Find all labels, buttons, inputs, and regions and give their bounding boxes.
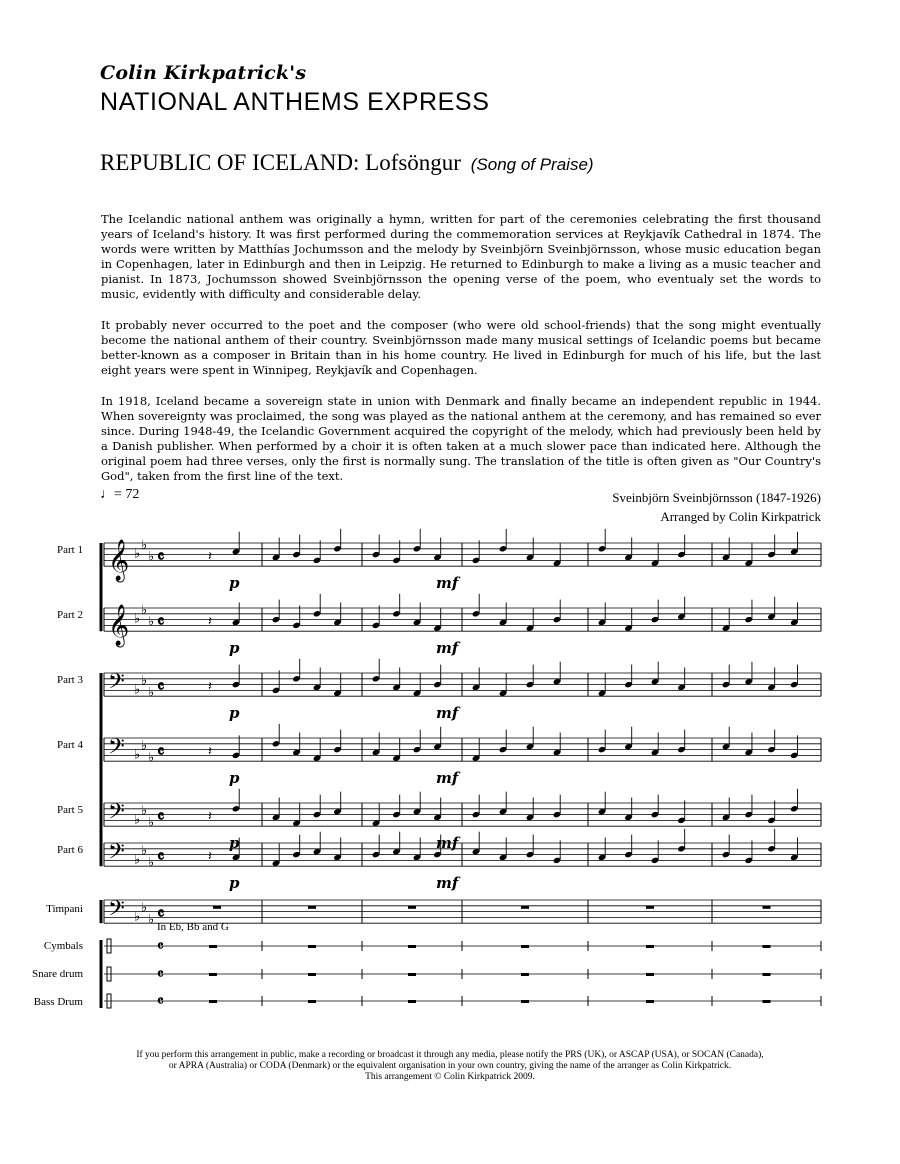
dynamic-piano: p — [229, 704, 240, 723]
quarter-rest: 𝄽 — [208, 809, 212, 825]
brand-name: Colin Kirkpatrick's — [100, 62, 307, 84]
quarter-rest: 𝄽 — [208, 744, 212, 760]
flat-sign: ♭ — [148, 549, 155, 565]
bass-clef: 𝄢 — [108, 669, 125, 700]
part-label: Part 1 — [57, 544, 83, 556]
page-title — [100, 150, 594, 176]
dynamic-mezzo-forte: mf — [436, 834, 459, 853]
bass-clef: 𝄢 — [108, 839, 125, 870]
quarter-rest: 𝄽 — [208, 679, 212, 695]
footer-line: If you perform this arrangement in public, make a recording or broadcast it through any media, please notify the PRS (UK), or ASCAP (USA), or SOCAN (Canada), — [136, 1050, 764, 1060]
flat-sign: ♭ — [148, 750, 155, 766]
whole-rest — [521, 1000, 529, 1003]
dynamic-piano: p — [229, 769, 240, 788]
flat-sign: ♭ — [148, 912, 155, 928]
flat-sign: ♭ — [134, 611, 141, 627]
intro-paragraph: The Icelandic national anthem was originally a hymn, written for part of the ceremonies celebrating the first thousand years of Iceland's history. It was first performed during the commemoration services at Reykjavík Cathedral in 1874. The words were written by Matthías Jochumsson and the melody by Sveinbjörn Sveinbjörnsson, whose music education began in Copenhagen, later in Edinburgh and then in Leipzig. He returned to Edinburgh to make a living as a music teacher and pianist. In 1873, Jochumsson showed Sveinbjörnsson the opening verse of the poem, who eventualy set the words to music, evidently with difficulty and considerable delay. — [101, 212, 821, 301]
dynamic-mezzo-forte: mf — [436, 704, 459, 723]
bass-clef: 𝄢 — [108, 799, 125, 830]
treble-clef: 𝄞 — [108, 605, 130, 647]
whole-rest — [763, 973, 771, 976]
composer-credit: Sveinbjörn Sveinbjörnsson (1847-1926) — [612, 490, 821, 505]
flat-sign: ♭ — [141, 673, 148, 689]
dynamic-mezzo-forte: mf — [436, 874, 459, 893]
whole-rest — [521, 973, 529, 976]
flat-sign: ♭ — [141, 602, 148, 618]
flat-sign: ♭ — [134, 909, 141, 925]
intro-paragraph: In 1918, Iceland became a sovereign state in union with Denmark and finally became an independent republic in 1944. When sovereignty was proclaimed, the song was played as the national anthem at the ceremony, and has remained so ever since. During 1948-49, the Icelandic Government acquired the copyright of the melody, which had previously been held by a Danish publisher. When performed by a choir it is often taken at a much slower pace than indicated here. Although the original poem had three verses, only the first is normally sung. The translation of the title is often given as "Our Country's God", taken from the first line of the text. — [101, 394, 821, 483]
arranger-credit: Arranged by Colin Kirkpatrick — [660, 509, 821, 524]
tempo-marking: ♩= 72 — [100, 487, 140, 502]
dynamic-piano: p — [229, 639, 240, 658]
whole-rest — [646, 906, 654, 909]
part-label: Bass Drum — [33, 996, 83, 1008]
whole-rest — [209, 945, 217, 948]
dynamic-piano: p — [229, 874, 240, 893]
whole-rest — [209, 1000, 217, 1003]
dynamic-mezzo-forte: mf — [436, 574, 459, 593]
credits — [612, 488, 821, 526]
whole-rest — [763, 945, 771, 948]
time-signature: 𝄴 — [157, 965, 164, 983]
whole-rest — [408, 1000, 416, 1003]
whole-rest — [308, 906, 316, 909]
dynamic-piano: p — [229, 574, 240, 593]
title-subtitle: (Song of Praise) — [470, 155, 594, 174]
flat-sign: ♭ — [141, 738, 148, 754]
flat-sign: ♭ — [134, 852, 141, 868]
flat-sign: ♭ — [148, 685, 155, 701]
whole-rest — [408, 973, 416, 976]
part-label: Cymbals — [43, 940, 83, 952]
quarter-rest: 𝄽 — [208, 549, 212, 565]
time-signature: 𝄴 — [157, 547, 165, 568]
time-signature: 𝄴 — [157, 992, 164, 1010]
flat-sign: ♭ — [148, 855, 155, 871]
flat-sign: ♭ — [141, 900, 148, 916]
whole-rest — [646, 973, 654, 976]
title-main: REPUBLIC OF ICELAND: Lofsöngur — [100, 150, 461, 175]
whole-rest — [213, 906, 221, 909]
part-label: Snare drum — [31, 968, 83, 980]
part-label: Timpani — [46, 903, 83, 915]
time-signature: 𝄴 — [157, 677, 165, 698]
time-signature: 𝄴 — [157, 904, 165, 925]
dynamic-piano: p — [229, 834, 240, 853]
whole-rest — [308, 973, 316, 976]
part-label: Part 4 — [57, 739, 83, 751]
flat-sign: ♭ — [134, 812, 141, 828]
part-label: Part 3 — [57, 674, 83, 686]
whole-rest — [646, 1000, 654, 1003]
time-signature: 𝄴 — [157, 612, 165, 633]
whole-rest — [521, 906, 529, 909]
whole-rest — [308, 1000, 316, 1003]
whole-rest — [308, 945, 316, 948]
time-signature: 𝄴 — [157, 742, 165, 763]
series-title: NATIONAL ANTHEMS EXPRESS — [100, 88, 490, 116]
quarter-rest: 𝄽 — [208, 849, 212, 865]
whole-rest — [763, 1000, 771, 1003]
whole-rest — [408, 945, 416, 948]
bass-clef: 𝄢 — [108, 896, 125, 927]
time-signature: 𝄴 — [157, 937, 164, 955]
flat-sign: ♭ — [148, 815, 155, 831]
flat-sign: ♭ — [141, 803, 148, 819]
footer-line: This arrangement © Colin Kirkpatrick 2009. — [365, 1072, 535, 1082]
time-signature: 𝄴 — [157, 807, 165, 828]
time-signature: 𝄴 — [157, 847, 165, 868]
score-system — [0, 525, 900, 1025]
part-label: Part 2 — [57, 609, 83, 621]
bass-clef: 𝄢 — [108, 734, 125, 765]
intro-paragraph: It probably never occurred to the poet and the composer (who were old school-friends) that the song might eventually become the national anthem of their country. Sveinbjörnsson made many musical settings of Icelandic poems but became better-known as a composer in Britain than in his home country. He lived in Edinburgh for much of his life, but the last eight years were spent in Winnipeg, Reykjavík and Copenhagen. — [101, 318, 821, 377]
whole-rest — [646, 945, 654, 948]
footer — [60, 1050, 840, 1083]
flat-sign: ♭ — [148, 614, 155, 630]
dynamic-mezzo-forte: mf — [436, 769, 459, 788]
whole-rest — [521, 945, 529, 948]
quarter-rest: 𝄽 — [208, 614, 212, 630]
timpani-tuning-note: In Eb, Bb and G — [157, 921, 229, 933]
flat-sign: ♭ — [134, 546, 141, 562]
footer-line: or APRA (Australia) or CODA (Denmark) or the equivalent organisation in your own country, giving the name of the arranger as Colin Kirkpatrick. — [168, 1061, 732, 1071]
intro-text — [101, 212, 821, 500]
dynamic-mezzo-forte: mf — [436, 639, 459, 658]
whole-rest — [408, 906, 416, 909]
flat-sign: ♭ — [141, 537, 148, 553]
part-label: Part 6 — [57, 844, 83, 856]
whole-rest — [763, 906, 771, 909]
flat-sign: ♭ — [134, 682, 141, 698]
flat-sign: ♭ — [141, 843, 148, 859]
whole-rest — [209, 973, 217, 976]
part-label: Part 5 — [57, 804, 83, 816]
treble-clef: 𝄞 — [108, 540, 130, 582]
flat-sign: ♭ — [134, 747, 141, 763]
